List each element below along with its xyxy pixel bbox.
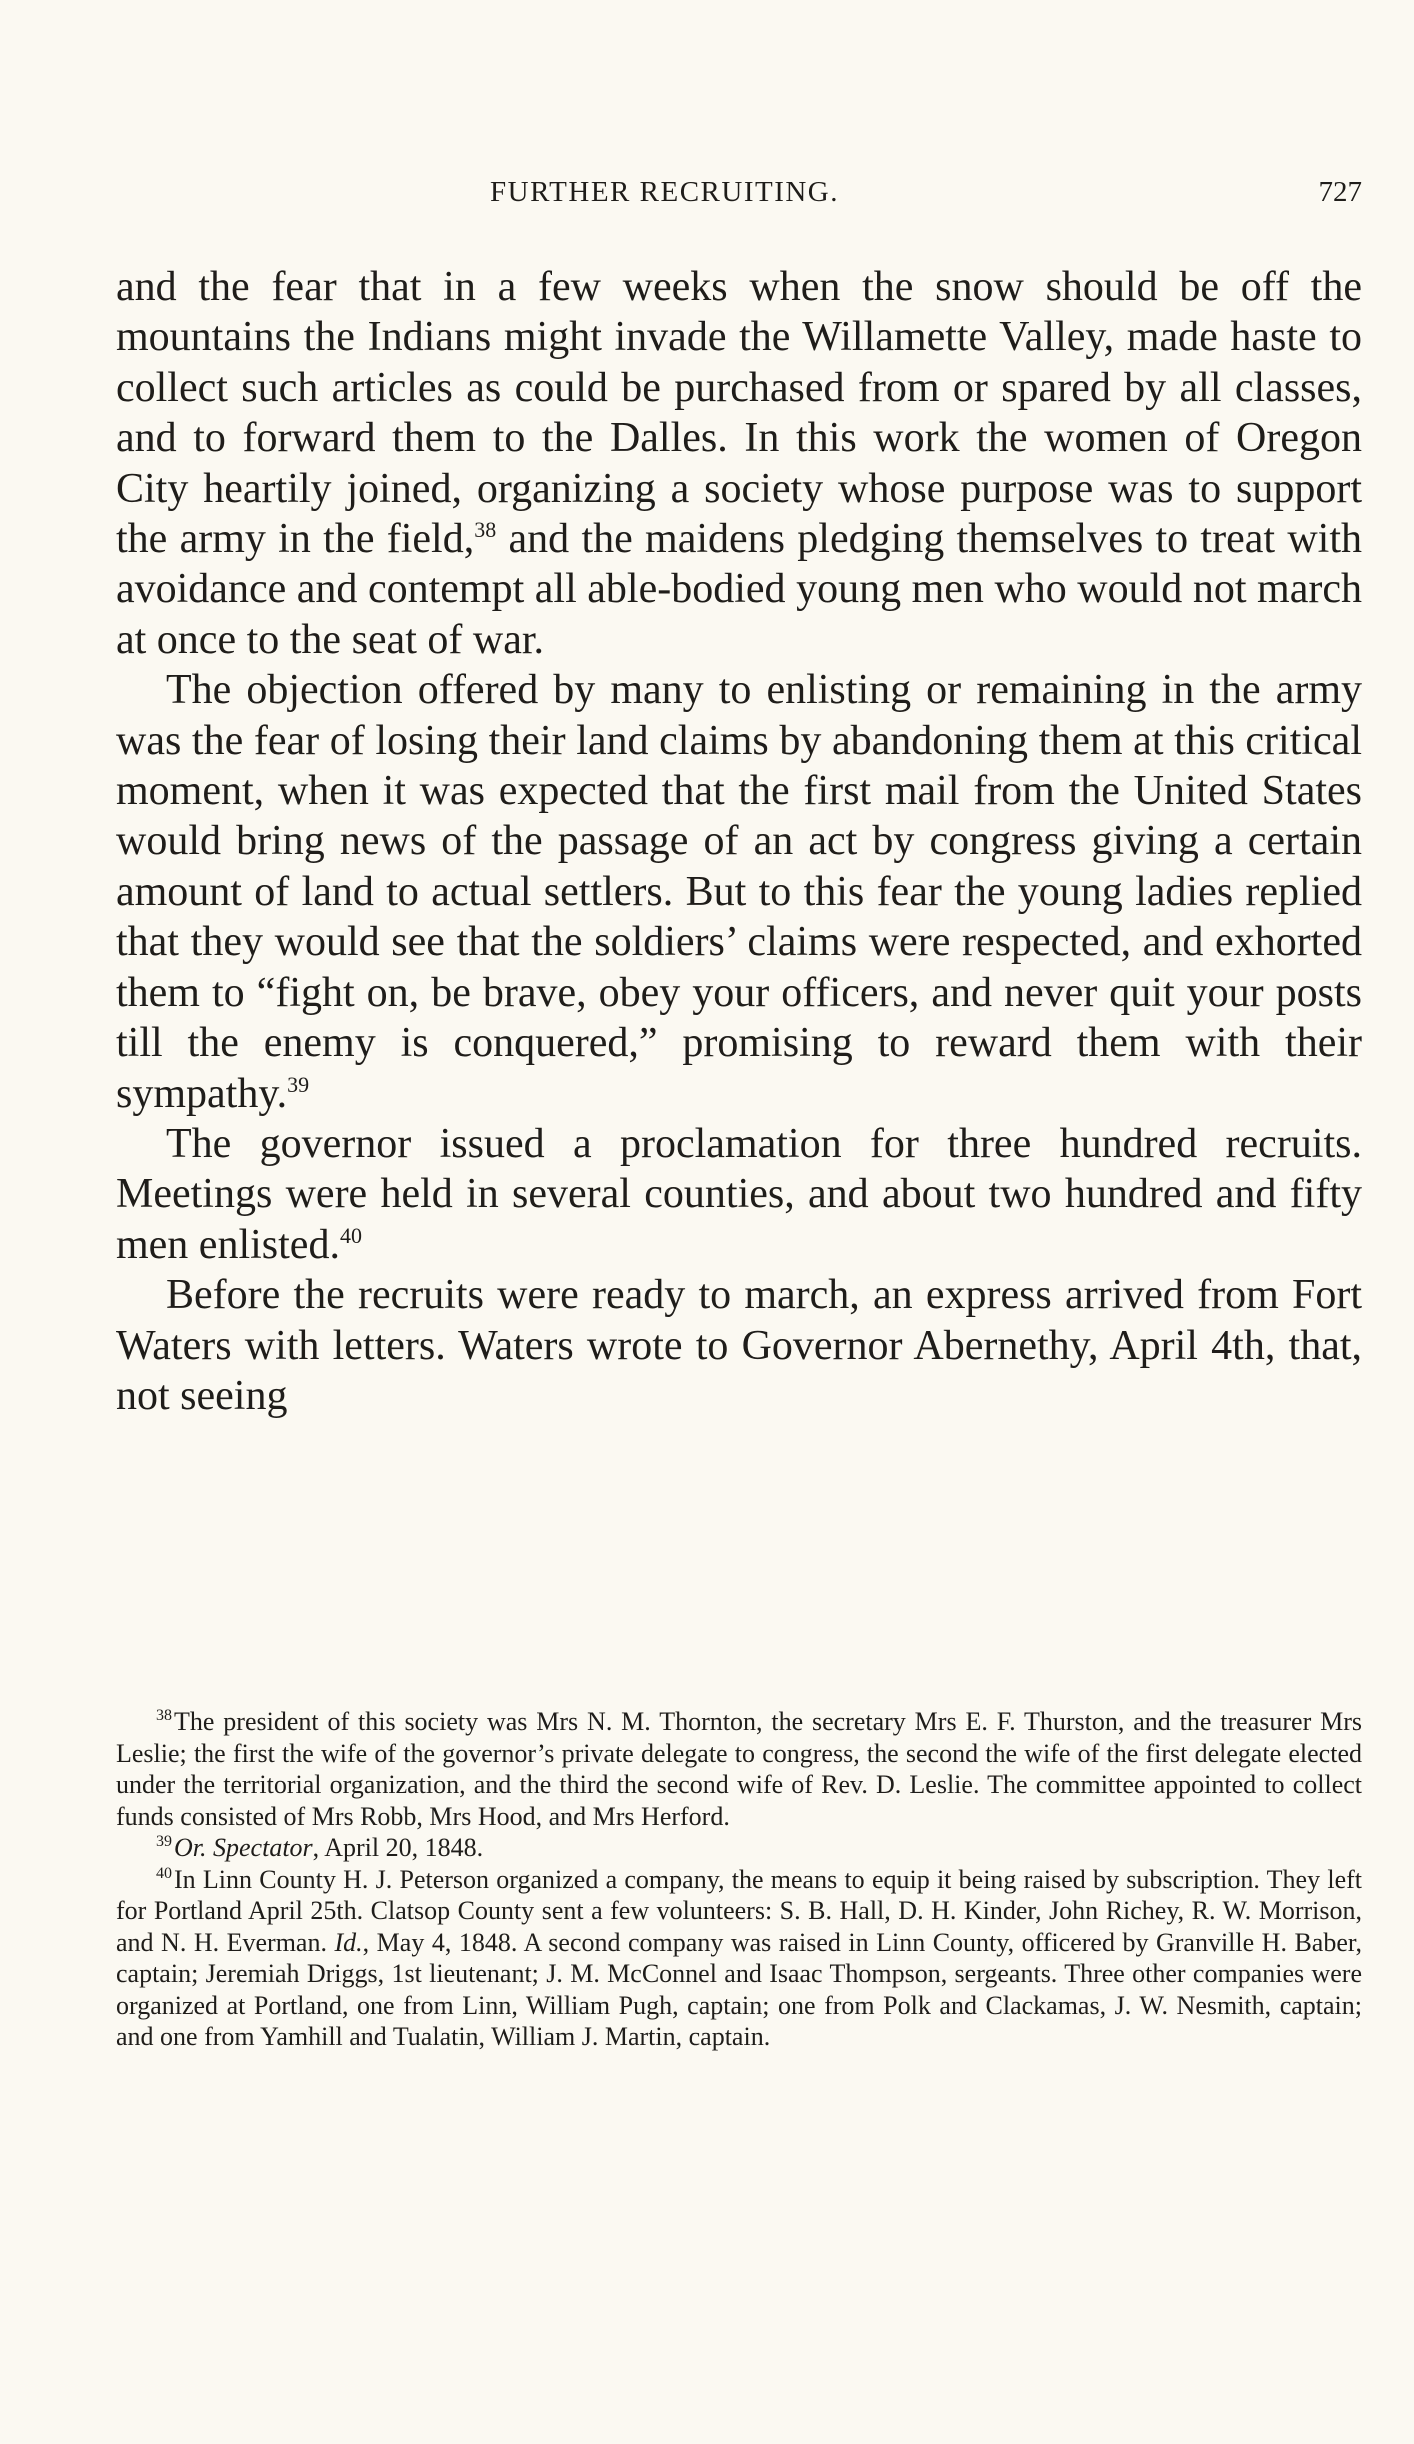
footnote-40-part-b: , May 4, 1848. A second company was raised in Linn County, officered by Granville H. Baber, captain; Jeremiah Driggs, 1st lieutenant; J. M. McConnel and Isaac Thompson, sergeants. Three other companies were organized at Portland, one from Linn, William Pugh, captain; one from Polk and Clackamas, J. W. Nesmith, captain; and one from Yamhill and Tualatin, William J. Martin, captain. <box>116 1927 1363 2051</box>
footnote-39-rest: , April 20, 1848. <box>312 1833 484 1862</box>
paragraph-2-text: The objection offered by many to enlisting or remaining in the army was the fear of losing their land claims by abandoning them at this critical moment, when it was expected that the first mail from the United States would bring news of the passage of an act by congress giving a certain amount of land to actual settlers. But to this fear the young ladies replied that they would see that the soldiers’ claims were respected, and exhorted them to “fight on, be brave, obey your officers, and never quit your posts till the enemy is conquered,” promising to reward them with their sympathy. <box>116 667 1362 1117</box>
footnote-39 <box>116 1832 1362 1864</box>
footnote-40 <box>116 1864 1362 2053</box>
paragraph-1-part-a: and the fear that in a few weeks when the snow should be off the mountains the Indians might invade the Willamette Valley, made haste to collect such articles as could be purchased from or spared by all classes, and to forward them to the Dalles. In this work the women of Oregon City heartily joined, organizing a society whose purpose was to support the army in the field, <box>116 264 1362 563</box>
footnote-38-text: The president of this society was Mrs N. M. Thornton, the secretary Mrs E. F. Thurston, and the treasurer Mrs Leslie; the first the wife of the governor’s private delegate to congress, the second the wife of the first delegate elected under the territorial organization, and the third the second wife of Rev. D. Leslie. The committee appointed to collect funds consisted of Mrs Robb, Mrs Hood, and Mrs Herford. <box>116 1707 1362 1831</box>
footnote-39-number: 39 <box>156 1833 172 1851</box>
main-text <box>116 262 1362 1421</box>
footnote-ref-39: 39 <box>287 1071 310 1097</box>
paragraph-1-part-b: and the maidens pledging themselves to treat with avoidance and contempt all able-bodied young men who would not march at once to the seat of war. <box>116 516 1362 663</box>
footnote-39-title: Or. Spectator <box>174 1833 313 1862</box>
paragraph-4 <box>116 1270 1362 1421</box>
footnote-38-number: 38 <box>156 1707 172 1725</box>
footnote-40-part-a: In Linn County H. J. Peterson organized a company, the means to equip it being raised by subscription. They left for Portland April 25th. Clatsop County sent a few volunteers: S. B. Hall, D. H. Kinder, John Richey, R. W. Morrison, and N. H. Everman. <box>116 1864 1362 1957</box>
paragraph-1 <box>116 262 1362 665</box>
footnotes <box>116 1706 1362 2053</box>
paragraph-3 <box>116 1119 1362 1270</box>
running-title: FURTHER RECRUITING. <box>490 176 839 208</box>
page-number: 727 <box>1318 176 1362 208</box>
footnote-40-number: 40 <box>156 1864 172 1882</box>
footnote-40-id: Id. <box>334 1927 363 1957</box>
paragraph-2 <box>116 665 1362 1119</box>
footnote-ref-38: 38 <box>474 517 497 543</box>
footnote-38 <box>116 1706 1362 1832</box>
paragraph-4-text: Before the recruits were ready to march, an express arrived from Fort Waters with letters. Waters wrote to Governor Abernethy, April 4th, that, not seeing <box>116 1272 1362 1419</box>
page-header <box>116 176 1362 216</box>
footnote-ref-40: 40 <box>339 1222 362 1248</box>
paragraph-3-text: The governor issued a proclamation for three hundred recruits. Meetings were held in several counties, and about two hundred and fifty men enlisted. <box>116 1120 1362 1268</box>
